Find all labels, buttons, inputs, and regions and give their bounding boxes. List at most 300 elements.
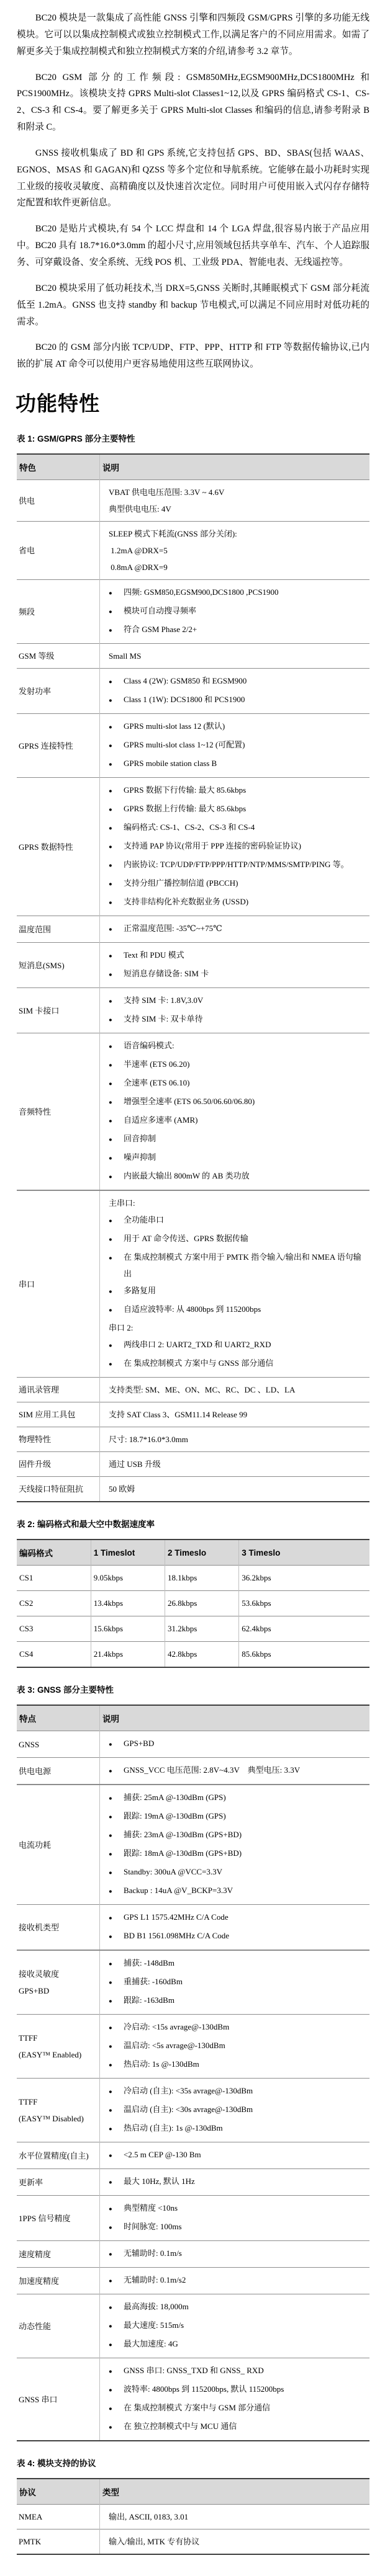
row-label-cell: [17, 988, 99, 1033]
row-description-cell: [99, 1785, 369, 1905]
description-text: 在 集成控制模式 方案中与 GSM 部分通信: [123, 2403, 271, 2413]
table-row: [17, 1616, 369, 1642]
row-description-cell: [99, 1402, 369, 1427]
description-text: 捕获: 23mA @-130dBm (GPS+BD): [123, 1830, 242, 1840]
row-description-cell: [99, 2015, 369, 2079]
description-line: [107, 1282, 366, 1301]
description-text: 增强型全速率 (ETS 06.50/06.60/06.80): [123, 1097, 255, 1107]
description-line: [107, 2508, 366, 2525]
intro-paragraph: BC20 模块是一款集成了高性能 GNSS 引擎和四频段 GSM/GPRS 引擎的多功能无线模块。它可以以集成控制模式或独立控制模式工作,以满足客户的不同应用需求。如需了解更多关于集成控制模式和独立控制模式方案的介绍,请参考 3.2 章节。: [17, 13, 369, 56]
row-description-cell: [99, 2241, 369, 2268]
bullet-icon: ●: [108, 2342, 112, 2349]
row-label-cell: [17, 1033, 99, 1191]
description-line: [107, 1130, 366, 1149]
row-label-cell: [17, 1427, 99, 1452]
row-description-cell: [99, 2529, 369, 2555]
description-text: 支持 SIM 卡: 1.8V,3.0V: [123, 996, 204, 1005]
row-label-cell: [17, 2015, 99, 2079]
table-row: [17, 1378, 369, 1402]
description-text: 语音编码模式:: [123, 1041, 174, 1051]
bullet-icon: ●: [108, 2225, 112, 2232]
description-text: 自适应波特率: 从 4800bps 到 115200bps: [123, 1304, 261, 1314]
description-text: 尺寸: 18.7*16.0*3.0mm: [108, 1435, 188, 1445]
bullet-icon: ●: [108, 2278, 112, 2285]
row-description-cell: [99, 522, 369, 580]
bullet-icon: ●: [108, 2126, 112, 2133]
row-label: 固件升级: [19, 1460, 52, 1469]
bullet-icon: ●: [108, 2324, 112, 2330]
table-cell: CS4: [17, 1642, 91, 1668]
table-row: [17, 1785, 369, 1905]
bullet-icon: ●: [108, 927, 112, 934]
description-column-header: 说明: [99, 1705, 369, 1731]
row-label: 频段: [19, 607, 35, 617]
description-line: [107, 1431, 366, 1448]
description-text: 最高海拔: 18,000m: [123, 2302, 189, 2312]
table-cell: 21.4kbps: [91, 1642, 165, 1668]
row-description-cell: [99, 778, 369, 916]
description-line: [107, 2173, 366, 2191]
description-text: 自适应多速率 (AMR): [123, 1115, 198, 1125]
description-line: [107, 1992, 366, 2010]
description-text: 捕获: 25mA @-130dBm (GPS): [123, 1793, 226, 1803]
description-text: 典型供电电压: 4V: [108, 504, 171, 514]
table-row: [17, 1190, 369, 1378]
description-text: GPRS mobile station class B: [123, 759, 217, 769]
description-text: 噪声抑制: [123, 1152, 156, 1162]
table-row: [17, 2196, 369, 2241]
column-header: 2 Timeslo: [165, 1540, 239, 1566]
table-caption: 表 1: GSM/GPRS 部分主要特性: [17, 434, 135, 444]
row-description-cell: [99, 2268, 369, 2294]
description-line: [107, 856, 366, 875]
description-line: [107, 2298, 366, 2317]
bullet-icon: ●: [108, 1961, 112, 1968]
description-line: [107, 602, 366, 621]
row-label: GPRS 数据特性: [19, 842, 73, 852]
row-description-cell: [99, 1758, 369, 1785]
row-label-cell: [17, 1758, 99, 1785]
description-text: GPRS multi-slot lass 12 (默认): [123, 721, 225, 731]
table-caption: 表 2: 编码格式和最大空中数据速度率: [17, 1520, 155, 1530]
row-description-cell: [99, 1033, 369, 1191]
table-cell: 18.1kbps: [165, 1566, 239, 1591]
row-description-cell: [99, 1190, 369, 1378]
table-cell: CS3: [17, 1616, 91, 1642]
bullet-icon: ●: [108, 1768, 112, 1775]
table-row: [17, 522, 369, 580]
description-text: 温启动 (自主): <30s avrage@-130dBm: [123, 2105, 253, 2115]
row-description-cell: [99, 1477, 369, 1502]
description-line: [107, 525, 366, 542]
row-label-cell: [17, 2358, 99, 2441]
row-label-cell: [17, 1477, 99, 1502]
description-line: [107, 2381, 366, 2399]
description-line: [107, 1789, 366, 1807]
row-description-cell: [99, 2169, 369, 2196]
table-row: [17, 2505, 369, 2529]
bullet-icon: ●: [108, 762, 112, 769]
bullet-icon: ●: [108, 2425, 112, 2431]
bullet-icon: ●: [108, 1218, 112, 1225]
description-line: [107, 1863, 366, 1882]
table-cell: 9.05kbps: [91, 1566, 165, 1591]
row-description-cell: [99, 916, 369, 943]
description-line: [107, 875, 366, 893]
description-text: Class 4 (2W): GSM850 和 EGSM900: [123, 676, 247, 686]
doc-table: [17, 1539, 369, 1668]
row-label: 接收机类型: [19, 1922, 60, 1932]
bullet-icon: ●: [108, 628, 112, 635]
description-line: [107, 2101, 366, 2119]
bullet-icon: ●: [108, 1308, 112, 1314]
description-line: [107, 782, 366, 800]
description-line: [107, 1406, 366, 1423]
bullet-icon: ●: [108, 2044, 112, 2051]
description-text: Standby: 300uA @VCC=3.3V: [123, 1867, 223, 1877]
description-line: [107, 920, 366, 938]
description-text: 输出, ASCII, 0183, 3.01: [108, 2512, 189, 2522]
description-text: Backup : 14uA @V_BCKP=3.3V: [123, 1886, 233, 1896]
table-row: [17, 1427, 369, 1452]
description-text: VBAT 供电电压范围: 3.3V ~ 4.6V: [108, 488, 225, 497]
bullet-icon: ●: [108, 1814, 112, 1821]
description-text: 时间脉宽: 100ms: [123, 2222, 182, 2232]
bullet-icon: ●: [108, 844, 112, 851]
row-label-cell: [17, 480, 99, 522]
bullet-icon: ●: [108, 2153, 112, 2160]
bullet-icon: ●: [108, 2305, 112, 2312]
row-label: TTFF: [19, 2097, 38, 2107]
table-row: [17, 2241, 369, 2268]
supported-protocols-section: [17, 2456, 369, 2555]
description-line: [107, 1230, 366, 1249]
row-label-cell: [17, 2169, 99, 2196]
description-line: [107, 672, 366, 691]
intro-paragraph: BC20 模块采用了低功耗技术,当 DRX=5,GNSS 关断时,其睡眠模式下 GSM 部分耗流低至 1.2mA。GNSS 也支持 standby 和 backup 节电模式,可以满足不同应用时对低功耗的需求。: [17, 283, 369, 327]
table-row: [17, 2294, 369, 2358]
description-line: [107, 2146, 366, 2165]
bullet-icon: ●: [108, 1889, 112, 1896]
row-label-cell: [17, 2529, 99, 2555]
feature-column-header: 协议: [17, 2479, 99, 2505]
feature-column-header: 特色: [17, 454, 99, 480]
bullet-icon: ●: [108, 1174, 112, 1181]
header-row: [17, 454, 369, 480]
description-text: 典型精度 <10ns: [123, 2203, 178, 2213]
description-line: [107, 755, 366, 773]
description-text: 温启动: <5s avrage@-130dBm: [123, 2041, 225, 2051]
description-text: 内嵌协议: TCP/UDP/FTP/PPP/HTTP/NTP/MMS/SMTP/PING 等。: [123, 860, 349, 870]
row-label: PMTK: [19, 2537, 42, 2547]
row-description-cell: [99, 644, 369, 669]
description-text: 符合 GSM Phase 2/2+: [123, 625, 197, 635]
bullet-icon: ●: [108, 609, 112, 616]
table-row: [17, 1950, 369, 2015]
table-cell: 13.4kbps: [91, 1591, 165, 1616]
doc-table: [17, 2478, 369, 2555]
row-label: GSM 等级: [19, 651, 55, 661]
bullet-icon: ●: [108, 1081, 112, 1088]
table-header: [17, 1705, 369, 1731]
bullet-icon: ●: [108, 743, 112, 750]
table-cell: 36.2kbps: [239, 1566, 369, 1591]
bullet-icon: ●: [108, 2180, 112, 2186]
description-line: [107, 542, 366, 559]
table-cell: 26.8kbps: [165, 1591, 239, 1616]
description-line: [107, 1074, 366, 1093]
description-text: GPS L1 1575.42MHz C/A Code: [123, 1912, 229, 1922]
table-row: [17, 714, 369, 778]
description-text: 通过 USB 升级: [108, 1460, 161, 1469]
description-text: 四频: GSM850,EGSM900,DCS1800 ,PCS1900: [123, 587, 279, 597]
description-line: [107, 1167, 366, 1186]
bullet-icon: ●: [108, 1289, 112, 1296]
row-description-cell: [99, 1731, 369, 1758]
bullet-icon: ●: [108, 1742, 112, 1749]
row-label-cell: [17, 644, 99, 669]
description-text: 支持类型: SM、ME、ON、MC、RC、DC 、LD、LA: [108, 1385, 296, 1395]
description-line: [107, 1826, 366, 1845]
row-label: 1PPS 信号精度: [19, 2213, 71, 2223]
bullet-icon: ●: [108, 863, 112, 870]
table-row: [17, 2529, 369, 2555]
row-label-cell: [17, 1190, 99, 1378]
description-text: 热启动 (自主): 1s @-130dBm: [123, 2123, 223, 2133]
bullet-icon: ●: [108, 2369, 112, 2376]
row-label: 串口: [19, 1279, 35, 1289]
description-line: [107, 1807, 366, 1826]
bullet-icon: ●: [108, 826, 112, 832]
description-text: 短消息存储设备: SIM 卡: [123, 969, 209, 979]
description-line: [107, 1037, 366, 1056]
supported-protocols-table: [17, 2478, 369, 2555]
row-label-cell: [17, 1785, 99, 1905]
description-line: [107, 1149, 366, 1167]
description-text: 支持 SIM 卡: 双卡单待: [123, 1014, 203, 1024]
description-line: [107, 1909, 366, 1927]
row-label: 更新率: [19, 2177, 43, 2187]
table-cell: 53.6kbps: [239, 1591, 369, 1616]
bullet-icon: ●: [108, 1255, 112, 1262]
table-row: [17, 1452, 369, 1477]
description-line: [107, 718, 366, 736]
table-row: [17, 988, 369, 1033]
description-text: GPS+BD: [123, 1739, 155, 1749]
table-row: [17, 1566, 369, 1591]
bullet-icon: ●: [108, 1100, 112, 1107]
row-description-cell: [99, 988, 369, 1033]
header-row: [17, 2479, 369, 2505]
row-label-cell: [17, 1402, 99, 1427]
table-row: [17, 778, 369, 916]
description-text: 模块可自动搜寻频率: [123, 606, 196, 616]
description-line: [107, 1381, 366, 1398]
row-label: 动态性能: [19, 2321, 52, 2331]
row-label: GPRS 连接特性: [19, 741, 73, 751]
description-line: [107, 648, 366, 664]
table-row: [17, 1731, 369, 1758]
description-text: 冷启动: <15s avrage@-130dBm: [123, 2022, 230, 2032]
description-line: [107, 691, 366, 710]
coding-scheme-rates-table: [17, 1539, 369, 1668]
table-cell: 62.4kbps: [239, 1616, 369, 1642]
description-text: 编码格式: CS-1、CS-2、CS-3 和 CS-4: [123, 822, 255, 832]
row-label: 物理特性: [19, 1435, 52, 1445]
doc-table: [17, 453, 369, 1502]
description-text: 全功能串口: [123, 1215, 164, 1225]
bullet-icon: ●: [108, 1044, 112, 1051]
description-line: [107, 1355, 366, 1373]
description-line: [107, 1319, 366, 1336]
table-row: [17, 2142, 369, 2169]
row-description-cell: [99, 2358, 369, 2441]
description-text: 波特率: 4800bps 到 115200bps, 默认 115200bps: [123, 2384, 284, 2394]
column-header: 编码格式: [17, 1540, 91, 1566]
description-text: 热启动: 1s @-130dBm: [123, 2059, 199, 2069]
table-row: [17, 1477, 369, 1502]
description-text: GPRS 数据上行传输: 最大 85.6kbps: [123, 804, 247, 814]
description-line: [107, 1481, 366, 1497]
description-text: 跟踪: 19mA @-130dBm (GPS): [123, 1811, 226, 1821]
bullet-icon: ●: [108, 1063, 112, 1069]
bullet-icon: ●: [108, 1796, 112, 1803]
description-line: [107, 2245, 366, 2263]
row-label: SIM 应用工具包: [19, 1410, 76, 1420]
row-label: GNSS 串口: [19, 2394, 58, 2404]
row-description-cell: [99, 480, 369, 522]
description-line: [107, 1456, 366, 1473]
row-label: 加速度精度: [19, 2276, 60, 2286]
row-label-cell: [17, 916, 99, 943]
bullet-icon: ●: [108, 972, 112, 979]
table-cell: 85.6kbps: [239, 1642, 369, 1668]
row-label: GNSS: [19, 1739, 40, 1749]
gsm-gprs-features-table: [17, 453, 369, 1502]
header-row: [17, 1705, 369, 1731]
description-line: [107, 2362, 366, 2381]
description-line: [107, 1093, 366, 1112]
description-text: 支持 SAT Class 3、GSM11.14 Release 99: [108, 1410, 248, 1420]
row-label: 速度精度: [19, 2249, 52, 2259]
row-label: 接收灵敏度: [19, 1969, 60, 1979]
description-line: [107, 1845, 366, 1863]
description-text: 跟踪: -163dBm: [123, 1995, 174, 2005]
bullet-icon: ●: [108, 2252, 112, 2258]
table-cell: CS2: [17, 1591, 91, 1616]
table-cell: 15.6kbps: [91, 1616, 165, 1642]
description-line: [107, 584, 366, 602]
row-description-cell: [99, 714, 369, 778]
row-label-cell: [17, 1905, 99, 1951]
description-line: [107, 2335, 366, 2354]
description-text: 在 集成控制模式 方案中用于 PMTK 指令输入/输出和 NMEA 语句输出: [123, 1252, 361, 1279]
gnss-features-table: [17, 1705, 369, 2441]
description-text: 捕获: -148dBm: [123, 1958, 174, 1968]
feature-column-header: 特点: [17, 1705, 99, 1731]
description-line: [107, 621, 366, 640]
row-label: 温度范围: [19, 924, 52, 934]
row-label-cell: [17, 1378, 99, 1402]
row-description-cell: [99, 2505, 369, 2529]
table-row: [17, 2015, 369, 2079]
column-header: 1 Timeslot: [91, 1540, 165, 1566]
description-text: 串口 2:: [108, 1323, 134, 1333]
row-label: 供电电源: [19, 1766, 52, 1776]
description-text: 在 集成控制模式 方案中与 GNSS 部分通信: [123, 1358, 274, 1368]
description-text: 0.8mA @DRX=9: [108, 563, 168, 573]
description-line: [107, 819, 366, 837]
table-row: [17, 2079, 369, 2142]
bullet-icon: ●: [108, 1870, 112, 1877]
table-row: [17, 916, 369, 943]
description-line: [107, 2533, 366, 2550]
table-row: [17, 669, 369, 714]
row-label-cell: [17, 778, 99, 916]
table-row: [17, 1591, 369, 1616]
intro-paragraph: GNSS 接收机集成了 BD 和 GPS 系统,它支持包括 GPS、BD、SBAS(包括 WAAS、EGNOS、MSAS 和 GAGAN)和 QZSS 等多个定位和导航系统。它能够在最小功耗时实现工业级的接收灵敏度、高精确度以及快速首次定位。同时用户可使用嵌入式闪存存储特定配置和软件更新信息。: [17, 148, 369, 208]
row-label-cell: [17, 2505, 99, 2529]
description-line: [107, 2082, 366, 2101]
description-line: [107, 1762, 366, 1780]
row-label-cell: [17, 2241, 99, 2268]
table-row: [17, 644, 369, 669]
bullet-icon: ●: [108, 1237, 112, 1244]
table-row: [17, 1033, 369, 1191]
description-text: BD B1 1561.098MHz C/A Code: [123, 1931, 230, 1941]
gnss-features-section: [17, 1683, 369, 2441]
description-line: [107, 837, 366, 856]
description-text: Class 1 (1W): DCS1800 和 PCS1900: [123, 695, 245, 705]
row-sublabel: (EASY™ Disabled): [19, 2114, 84, 2124]
description-text: SLEEP 模式下耗流(GNSS 部分关闭):: [108, 529, 237, 539]
intro-paragraph: BC20 GSM 部分的工作频段: GSM850MHz,EGSM900MHz,DCS1800MHz 和 PCS1900MHz。该模块支持 GPRS Multi-slot Classes1~12,以及 GPRS 编码格式 CS-1、CS-2、CS-3 和 CS-4。要了解更多关于 GPRS Multi-slot Classes 和编码的信息,请参考附录 B 和附录 C。: [17, 72, 369, 133]
bullet-icon: ●: [108, 679, 112, 686]
description-text: 最大 10Hz, 默认 1Hz: [123, 2177, 195, 2186]
description-line: [107, 2037, 366, 2056]
description-line: [107, 2418, 366, 2436]
description-line: [107, 2119, 366, 2138]
description-line: [107, 893, 366, 912]
description-line: [107, 1973, 366, 1992]
bullet-icon: ●: [108, 591, 112, 597]
description-line: [107, 2199, 366, 2218]
table-row: [17, 1642, 369, 1668]
description-line: [107, 1211, 366, 1230]
table-row: [17, 1402, 369, 1427]
bullet-icon: ●: [108, 788, 112, 795]
bullet-icon: ●: [108, 2108, 112, 2115]
bullet-icon: ●: [108, 2062, 112, 2069]
description-text: GNSS 串口: GNSS_TXD 和 GNSS_ RXD: [123, 2366, 264, 2376]
coding-scheme-rates-section: [17, 1517, 369, 1668]
bullet-icon: ●: [108, 2387, 112, 2394]
description-line: [107, 2317, 366, 2335]
column-header: 3 Timeslo: [239, 1540, 369, 1566]
description-line: [107, 1195, 366, 1211]
description-line: [107, 1882, 366, 1901]
row-label: 短消息(SMS): [19, 960, 65, 970]
description-line: [107, 2271, 366, 2290]
row-label-cell: [17, 2268, 99, 2294]
description-line: [107, 1927, 366, 1946]
row-description-cell: [99, 1905, 369, 1951]
description-line: [107, 1112, 366, 1130]
description-text: 无辅助时: 0.1m/s: [123, 2248, 182, 2258]
row-description-cell: [99, 2196, 369, 2241]
description-line: [107, 800, 366, 819]
description-text: 跟踪: 18mA @-130dBm (GPS+BD): [123, 1848, 242, 1858]
